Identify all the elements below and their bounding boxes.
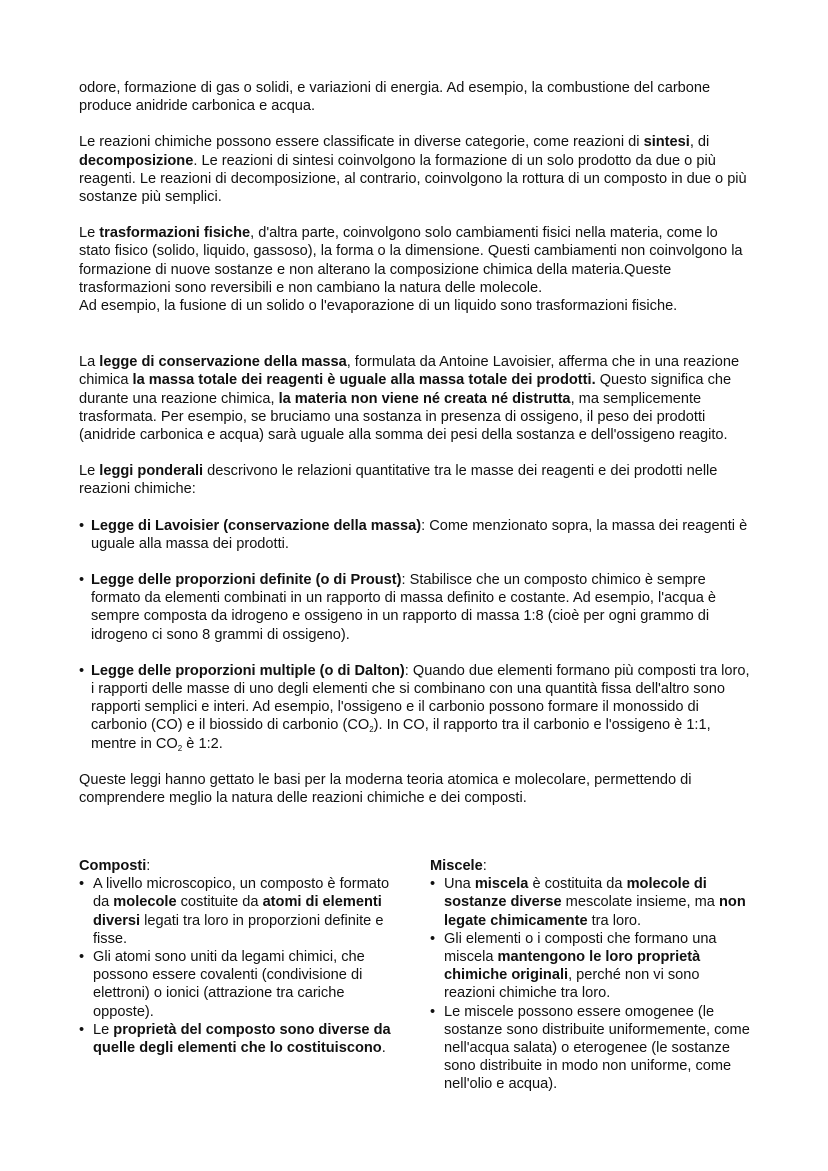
heading-text: Composti bbox=[79, 858, 147, 874]
list-item bbox=[430, 1003, 752, 1094]
text: La bbox=[79, 354, 100, 371]
text: mescolate insieme, ma bbox=[561, 894, 719, 911]
paragraph-conclusion: Queste leggi hanno gettato le basi per la moderna teoria atomica e molecolare, permettendo di comprendere meglio la natura delle reazioni chimiche e dei composti. bbox=[79, 771, 692, 807]
text: Le bbox=[79, 463, 100, 480]
heading-miscele bbox=[430, 857, 752, 875]
text: Le bbox=[93, 1021, 114, 1038]
paragraph-intro: odore, formazione di gas o solidi, e variazioni di energia. Ad esempio, la combustione del carbone produce anidride carbonica e acqua. bbox=[79, 80, 711, 115]
bold-term-leggi-ponderali: leggi ponderali bbox=[99, 463, 204, 480]
law-title: Legge di Lavoisier (conservazione della massa) bbox=[91, 517, 422, 534]
text: , perché non vi sono reazioni chimiche tra loro. bbox=[444, 967, 700, 1002]
list-item bbox=[430, 930, 752, 1003]
bold-term: molecole di sostanze diverse bbox=[444, 876, 707, 911]
law-text: : Quando due elementi formano più composti tra loro, i rapporti delle masse di uno degli elementi che si combinano con una quantità fissa dell'altro sono rapporti semplici e interi. Ad esempio, l'ossigeno e il carbonio possono formare il monossido di carbonio (CO) e il biossido di carbonio (CO bbox=[91, 662, 750, 734]
law-text: ). In CO, il rapporto tra il carbonio e l'ossigeno è 1:1, mentre in CO bbox=[91, 717, 711, 752]
heading-composti bbox=[79, 857, 401, 875]
list-item bbox=[79, 875, 401, 948]
physical-transformations-text bbox=[79, 224, 751, 297]
text: Una bbox=[444, 876, 475, 893]
law-title: Legge delle proporzioni definite (o di Proust) bbox=[91, 572, 402, 589]
list-item bbox=[430, 875, 752, 930]
paragraph-reaction-types bbox=[79, 133, 751, 206]
column-composti bbox=[79, 857, 401, 1057]
text: Questo significa che durante una reazione chimica, bbox=[79, 372, 732, 407]
law-title: Legge delle proporzioni multiple (o di Dalton) bbox=[91, 662, 405, 679]
text: Le reazioni chimiche possono essere classificate in diverse categorie, come reazioni di bbox=[79, 134, 644, 151]
text: costituite da bbox=[176, 894, 263, 911]
law-text: : Stabilisce che un composto chimico è sempre formato da elementi combinati in un rapporto di massa definito e costante. Ad esempio, l'acqua è sempre composta da idrogeno e ossigeno in un rapporto di massa 1:8 (cioè per ogni grammo di idrogeno ci sono 8 grammi di ossigeno). bbox=[91, 572, 717, 643]
text: Le miscele possono essere omogenee (le sostanze sono distribuite uniformemente, come nell'acqua salata) o eterogenee (le sostanze sono distribuite in modo non uniforme, come nell'olio e acqua). bbox=[444, 1003, 750, 1093]
list-item bbox=[79, 1021, 401, 1057]
bold-term-legge-conservazione: legge di conservazione della massa bbox=[99, 354, 347, 371]
laws-list bbox=[79, 517, 751, 753]
heading-text: Miscele bbox=[430, 858, 483, 874]
bold-term: proprietà del composto sono diverse da quelle degli elementi che lo costituiscono bbox=[93, 1021, 391, 1057]
subscript: 2 bbox=[177, 743, 183, 753]
text: Le bbox=[79, 225, 100, 242]
paragraph-leggi-ponderali bbox=[79, 462, 751, 498]
text: è costituita da bbox=[528, 876, 627, 893]
text: Gli elementi o i composti che formano una miscela bbox=[444, 930, 717, 966]
heading-colon: : bbox=[482, 858, 487, 874]
heading-colon: : bbox=[146, 858, 151, 874]
bold-term-sintesi: sintesi bbox=[643, 134, 690, 151]
miscele-list bbox=[430, 875, 752, 1093]
bold-term: non legate chimicamente bbox=[444, 894, 746, 929]
text: tra loro. bbox=[587, 912, 642, 929]
bold-term: mantengono le loro proprietà chimiche originali bbox=[444, 949, 701, 984]
text: legati tra loro in proporzioni definite e fisse. bbox=[93, 912, 384, 947]
bold-term: miscela bbox=[474, 876, 529, 893]
text: A livello microscopico, un composto è formato da bbox=[93, 876, 390, 911]
paragraph-physical-transformations bbox=[79, 224, 751, 315]
text: descrivono le relazioni quantitative tra le masse dei reagenti e dei prodotti nelle reazioni chimiche: bbox=[79, 463, 718, 498]
bold-statement-materia: la materia non viene né creata né distrutta bbox=[278, 390, 571, 407]
composti-list bbox=[79, 875, 401, 1057]
bold-statement-massa-totale: la massa totale dei reagenti è uguale alla massa totale dei prodotti. bbox=[132, 372, 596, 389]
bold-term-decomposizione: decomposizione bbox=[79, 152, 194, 169]
text: , di bbox=[689, 134, 710, 151]
text: , formulata da Antoine Lavoisier, afferma che in una reazione chimica bbox=[79, 354, 740, 389]
list-item-dalton bbox=[79, 662, 751, 753]
text: , d'altra parte, coinvolgono solo cambiamenti fisici nella materia, come lo stato fisico (solido, liquido, gassoso), la forma o la dimensione. Questi cambiamenti non coinvolgono la formazione di nuove sostanze e non alterano la composizione chimica della materia.Queste trasformazioni sono reversibili e non cambiano la natura delle molecole. bbox=[79, 225, 743, 296]
text: . bbox=[381, 1040, 386, 1057]
bold-term: atomi di elementi diversi bbox=[93, 894, 382, 929]
text: Gli atomi sono uniti da legami chimici, che possono essere covalenti (condivisione di elettroni) o ionici (attrazione tra cariche opposte). bbox=[93, 949, 365, 1020]
document-body bbox=[79, 79, 751, 825]
list-item bbox=[79, 948, 401, 1021]
law-text: è 1:2. bbox=[182, 735, 223, 752]
list-item-lavoisier bbox=[79, 517, 751, 553]
law-text: : Come menzionato sopra, la massa dei reagenti è uguale alla massa dei prodotti. bbox=[91, 517, 748, 552]
list-item-proust bbox=[79, 571, 751, 644]
bold-term: molecole bbox=[113, 894, 177, 911]
physical-transformations-example: Ad esempio, la fusione di un solido o l'evaporazione di un liquido sono trasformazioni fisiche. bbox=[79, 298, 678, 315]
subscript: 2 bbox=[369, 725, 374, 735]
text: , ma semplicemente trasformata. Per esempio, se bruciamo una sostanza in presenza di ossigeno, il peso dei prodotti (anidride carbonica e acqua) sarà uguale alla somma dei pesi della sostanza e dell'ossigeno reagito. bbox=[79, 390, 728, 444]
text: . Le reazioni di sintesi coinvolgono la formazione di un solo prodotto da due o più reagenti. Le reazioni di decomposizione, al contrario, coinvolgono la rottura di un composto in due o più sostanze più semplici. bbox=[79, 152, 747, 206]
bold-term-trasformazioni-fisiche: trasformazioni fisiche bbox=[99, 225, 251, 242]
column-miscele bbox=[430, 857, 752, 1094]
paragraph-conservation-law bbox=[79, 353, 751, 444]
